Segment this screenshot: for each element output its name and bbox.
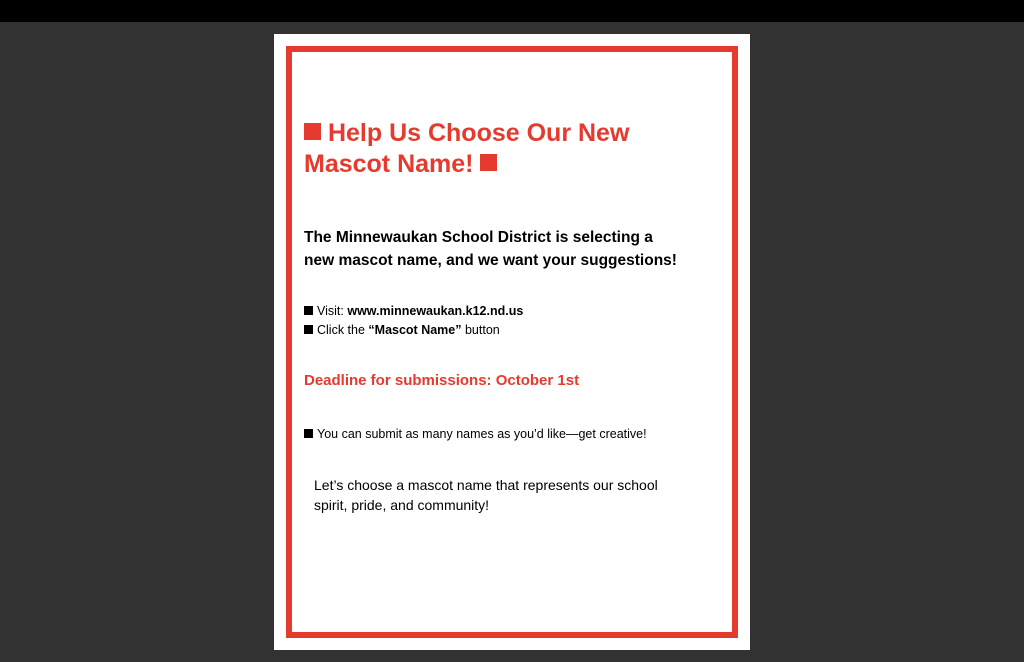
- black-square-icon: [304, 306, 313, 315]
- step-visit-label: Visit:: [317, 304, 348, 318]
- black-square-icon: [304, 429, 313, 438]
- step-click: [304, 321, 720, 340]
- title-line-1: [304, 118, 720, 149]
- tip-text: You can submit as many names as you’d like—get creative!: [317, 427, 647, 441]
- step-click-label: Click the: [317, 323, 369, 337]
- mascot-name-button-text: “Mascot Name”: [368, 323, 462, 337]
- red-square-icon: [480, 154, 497, 171]
- intro-line-1: The Minnewaukan School District is selecting a: [304, 229, 653, 246]
- flyer-title: [304, 118, 720, 180]
- deadline-text: Deadline for submissions: October 1st: [304, 372, 580, 389]
- closing-paragraph: [314, 475, 710, 515]
- black-square-icon: [304, 325, 313, 334]
- intro-line-2: new mascot name, and we want your suggestions!: [304, 252, 677, 269]
- document-page: [274, 34, 750, 650]
- red-square-icon: [304, 123, 321, 140]
- step-click-suffix: button: [461, 323, 500, 337]
- closing-line-2: spirit, pride, and community!: [314, 497, 490, 513]
- viewer-top-bar: [0, 0, 1024, 22]
- title-text-2: Mascot Name!: [304, 150, 474, 178]
- submission-tip: [304, 425, 720, 443]
- intro-paragraph: [304, 226, 720, 272]
- title-line-2: [304, 149, 720, 180]
- title-text-1: Help Us Choose Our New: [327, 119, 630, 147]
- district-url: www.minnewaukan.k12.nd.us: [347, 304, 524, 318]
- instruction-steps: [304, 302, 720, 340]
- closing-line-1: Let’s choose a mascot name that represents our school: [314, 477, 658, 493]
- step-visit: [304, 302, 720, 321]
